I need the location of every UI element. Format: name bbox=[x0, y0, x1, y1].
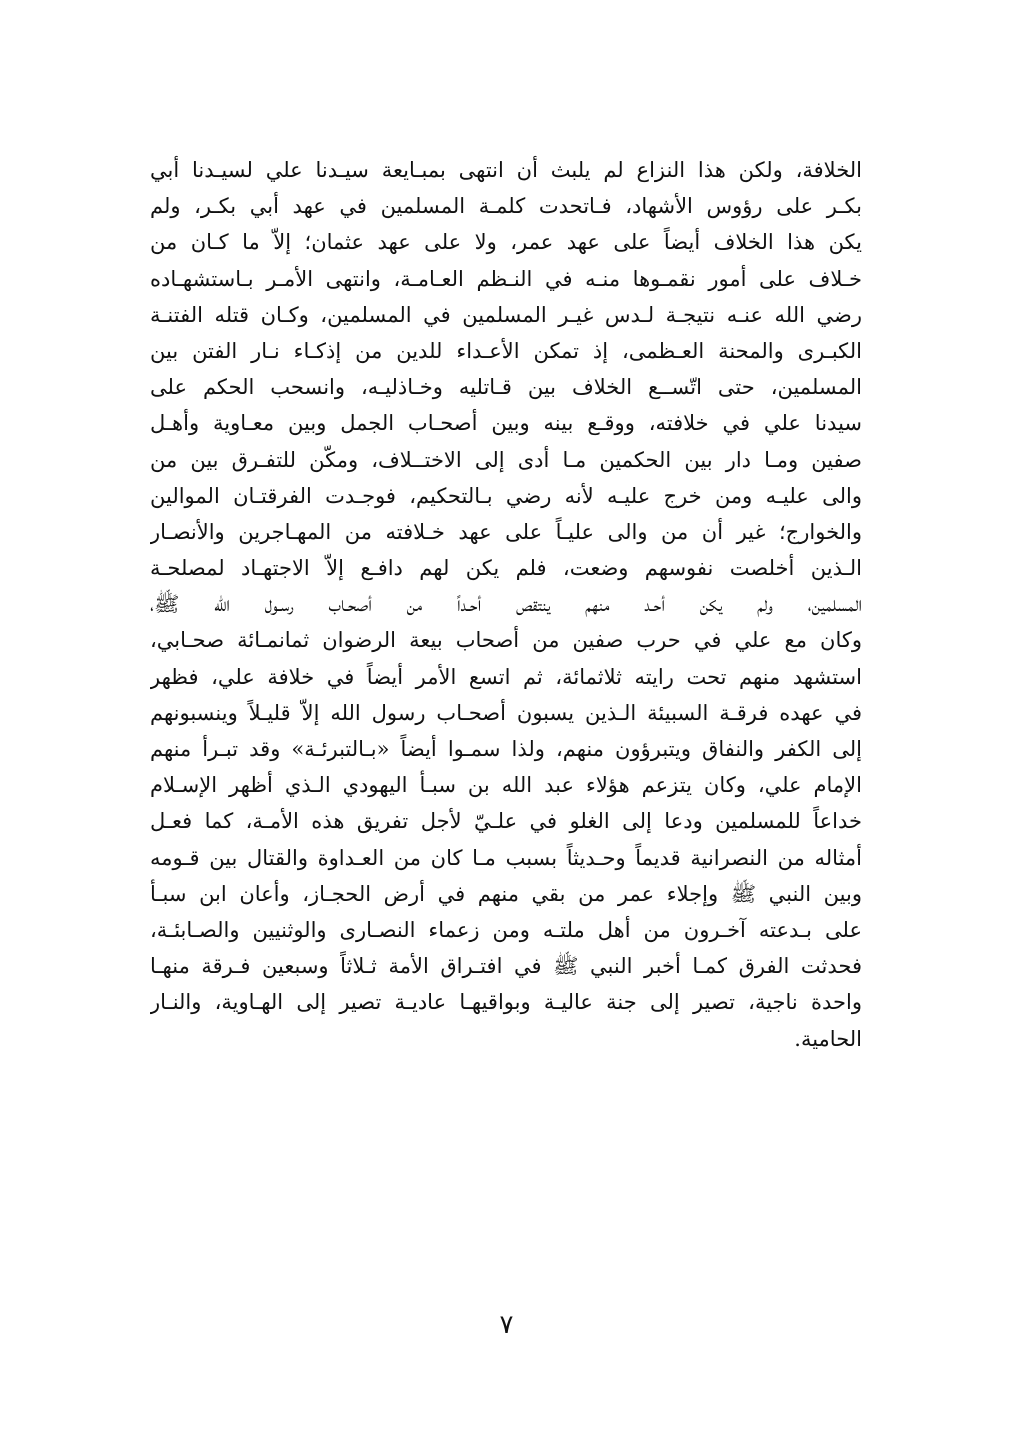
text-line: فحدثت الفرق كمـا أخبر النبي ﷺ في افتـراق الأمة ثـلاثاً وسبعين فـرقة منهـا bbox=[150, 954, 862, 979]
text-line: في عهده فرقـة السبيئة الـذين يسبون أصحـاب رسول الله إلاّ قليـلاً وينسبونهم bbox=[150, 700, 862, 725]
text-line: المسلمين، ولم يكن أحـد منهم ينتقص أحـداً من أصحـاب رسـول الله ﷺ، bbox=[150, 592, 862, 617]
text-line: والى عليـه ومن خرج عليـه لأنه رضي بـالتحكيم، فوجـدت الفرقتـان الموالين bbox=[150, 483, 862, 508]
text-line: على بـدعته آخـرون من أهل ملتـه ومن زعماء النصـارى والوثنيين والصـابئـة، bbox=[150, 917, 862, 942]
text-line: سيدنا علي في خلافته، ووقـع بينه وبين أصحـاب الجمل وبين معـاوية وأهـل bbox=[150, 411, 862, 436]
text-line-last: الحامية. bbox=[794, 1026, 862, 1051]
text-line: واحدة ناجية، تصير إلى جنة عاليـة وبواقيهـا عاديـة تصير إلى الهـاوية، والنـار bbox=[150, 990, 862, 1015]
text-line: الـذين أخلصت نفوسهم وضعت، فلم يكن لهم دافـع إلاّ الاجتهـاد لمصلحـة bbox=[150, 556, 862, 581]
text-line: أمثاله من النصرانية قديماً وحـديثاً بسبب مـا كان من العـداوة والقتال بين قـومه bbox=[150, 845, 862, 870]
text-line: الإمام علي، وكان يتزعم هؤلاء عبد الله بن سبـأ اليهودي الـذي أظهر الإسـلام bbox=[150, 773, 862, 798]
text-line: الخلافة، ولكن هذا النزاع لم يلبث أن انتهى بمبـايعة سيـدنا علي لسيـدنا أبي bbox=[150, 158, 862, 182]
text-line: وبين النبي ﷺ وإجلاء عمر من بقي منهم في أرض الحجـاز، وأعان ابن سبـأ bbox=[150, 881, 862, 906]
text-line: خـلاف على أمور نقمـوها منـه في النـظم العـامـة، وانتهى الأمـر بـاستشهـاده bbox=[150, 266, 862, 291]
text-line: وكان مع علي في حرب صفين من أصحاب بيعة الرضوان ثمانمـائة صحـابي، bbox=[150, 628, 862, 653]
text-line: صفين ومـا دار بين الحكمين مـا أدى إلى الاختــلاف، ومكّن للتفـرق بين من bbox=[150, 447, 862, 472]
text-line: الكبـرى والمحنة العـظمى، إذ تمكن الأعـداء للدين من إذكـاء نـار الفتن بين bbox=[150, 338, 862, 363]
text-line: استشهد منهم تحت رايته ثلاثمائة، ثم اتسع الأمر أيضاً في خلافة علي، فظهر bbox=[150, 664, 862, 689]
text-line: المسلمين، حتى اتّســع الخلاف بين قـاتليه وخـاذليـه، وانسحب الحكم على bbox=[150, 375, 862, 400]
text-line: يكن هذا الخلاف أيضاً على عهد عمر، ولا على عهد عثمان؛ إلاّ ما كـان من bbox=[150, 230, 862, 255]
text-line: بكـر على رؤوس الأشهاد، فـاتحدت كلمـة المسلمين في عهد أبي بكـر، ولم bbox=[150, 194, 862, 219]
page-number: ٧ bbox=[499, 1310, 514, 1340]
body-text bbox=[150, 152, 862, 1057]
text-line: والخوارج؛ غير أن من والى عليـاً على عهد خـلافته من المهـاجرين والأنصـار bbox=[150, 519, 862, 544]
text-line: إلى الكفر والنفاق ويتبرؤون منهم، ولذا سمـوا أيضاً «بـالتبرئـة» وقد تبـرأ منهم bbox=[150, 737, 862, 761]
text-line: خداعاً للمسلمين ودعا إلى الغلو في علـيّ لأجل تفريق هذه الأمـة، كما فعـل bbox=[150, 809, 862, 834]
text-line: رضي الله عنـه نتيجـة لـدس غيـر المسلمين في المسلمين، وكـان قتله الفتنـة bbox=[150, 302, 862, 327]
